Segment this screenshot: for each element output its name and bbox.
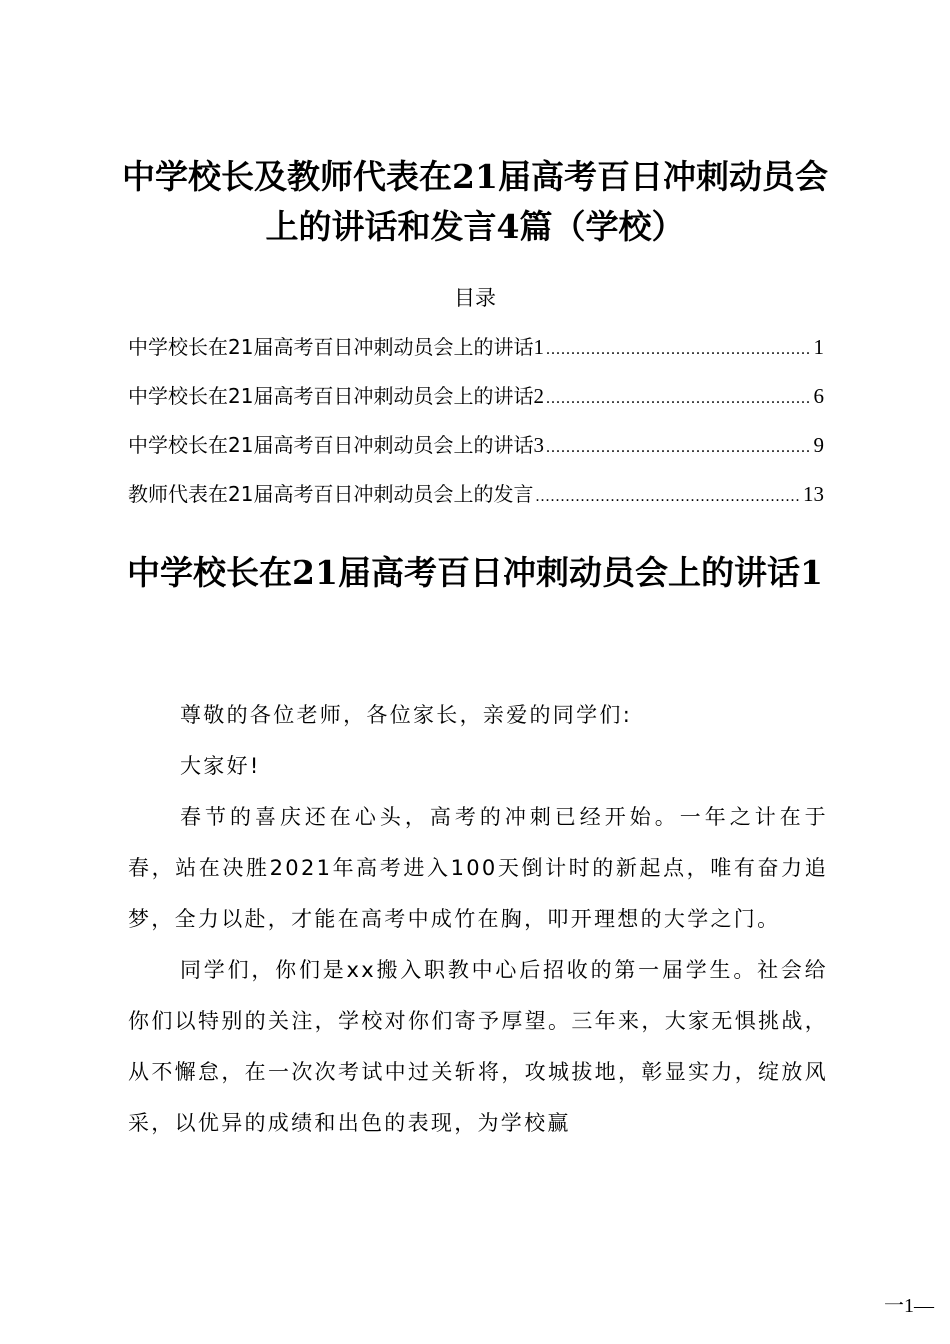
toc-page-number: 13: [803, 482, 824, 506]
toc-entry[interactable]: [128, 479, 824, 528]
document-title: 中学校长及教师代表在21届高考百日冲刺动员会上的讲话和发言4篇（学校）: [122, 157, 828, 246]
toc-entry[interactable]: [128, 381, 824, 430]
paragraph-salutation: 尊敬的各位老师，各位家长，亲爱的同学们:: [180, 703, 633, 727]
toc-dot-leader: [546, 384, 812, 414]
toc-entry-number: 1: [533, 335, 544, 359]
toc-entry[interactable]: [128, 332, 824, 381]
toc-entry-text: 中学校长在21届高考百日冲刺动员会上的讲话: [128, 433, 534, 457]
toc-entry-text: 教师代表在21届高考百日冲刺动员会上的发言: [128, 482, 534, 506]
speech-body: [128, 690, 828, 1149]
paragraph-greeting: 大家好!: [180, 754, 261, 778]
toc-dot-leader: [535, 482, 801, 512]
table-of-contents: [128, 332, 824, 528]
toc-entry-number: 3: [533, 433, 544, 457]
toc-entry-text: 中学校长在21届高考百日冲刺动员会上的讲话: [128, 335, 534, 359]
toc-page-number: 1: [813, 335, 824, 359]
paragraph: 春节的喜庆还在心头，高考的冲刺已经开始。一年之计在于春，站在决胜2021年高考进入100天倒计时的新起点，唯有奋力追梦，全力以赴，才能在高考中成竹在胸，叩开理想的大学之门。: [128, 805, 828, 931]
toc-entry-number: 2: [533, 384, 544, 408]
toc-entry-text: 中学校长在21届高考百日冲刺动员会上的讲话: [128, 384, 534, 408]
toc-page-number: 6: [813, 384, 824, 408]
toc-dot-leader: [546, 335, 812, 365]
toc-entry[interactable]: [128, 430, 824, 479]
page-number-footer: 一1—: [884, 1295, 934, 1317]
paragraph: 同学们，你们是xx搬入职教中心后招收的第一届学生。社会给你们以特别的关注，学校对你们寄予厚望。三年来，大家无惧挑战，从不懈怠，在一次次考试中过关斩将，攻城拔地，彰显实力，绽放风采，以优异的成绩和出色的表现，为学校赢: [128, 958, 828, 1135]
section-title: 中学校长在21届高考百日冲刺动员会上的讲话1: [127, 553, 823, 592]
toc-dot-leader: [546, 433, 812, 463]
toc-heading: 目录: [454, 286, 496, 310]
toc-page-number: 9: [813, 433, 824, 457]
